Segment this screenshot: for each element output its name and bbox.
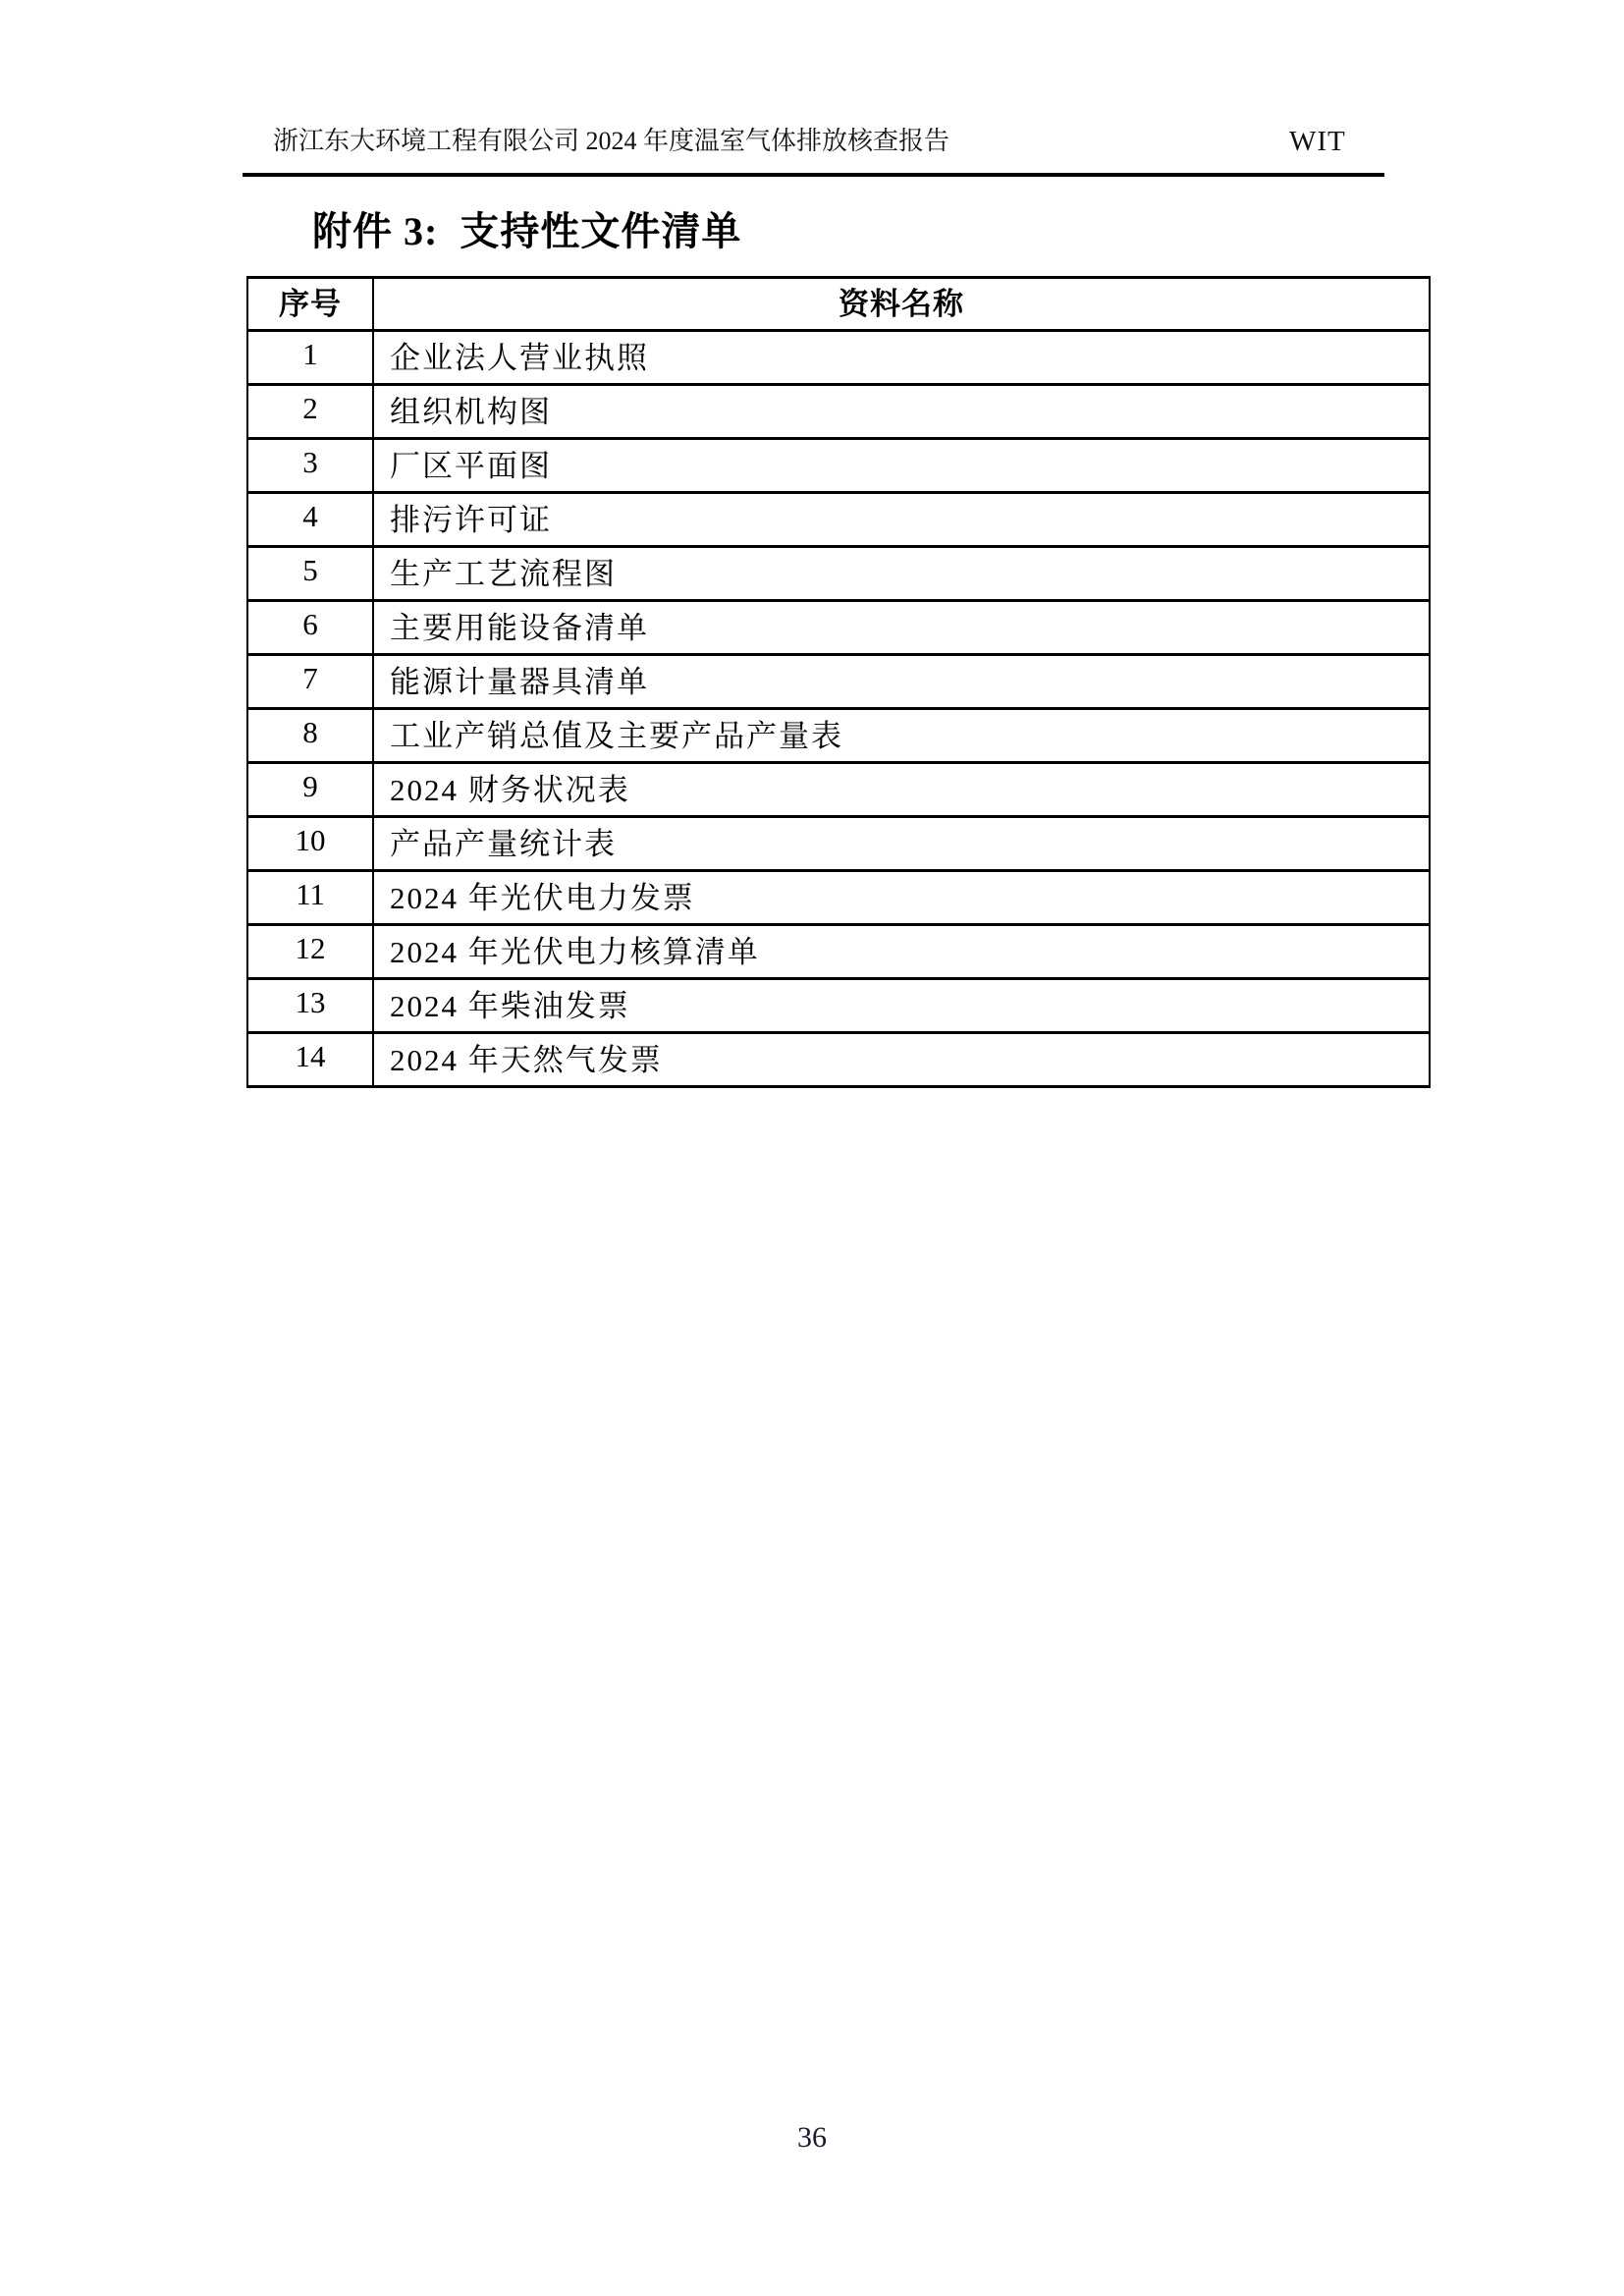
attachment-title: 附件 3: 支持性文件清单 xyxy=(312,209,742,253)
table-row xyxy=(247,439,1430,493)
table-row xyxy=(247,925,1430,979)
row-document-name-cell: 企业法人营业执照 xyxy=(373,331,1430,385)
row-number-cell: 2 xyxy=(247,385,373,439)
table-body xyxy=(247,331,1430,1087)
column-header-number: 序号 xyxy=(247,278,373,331)
table-header xyxy=(247,278,1430,331)
row-number-cell: 1 xyxy=(247,331,373,385)
running-header-title: 浙江东大环境工程有限公司 2024 年度温室气体排放核查报告 xyxy=(273,127,950,155)
row-document-name-cell: 组织机构图 xyxy=(373,385,1430,439)
column-header-name: 资料名称 xyxy=(373,278,1430,331)
table-row xyxy=(247,385,1430,439)
table-row xyxy=(247,601,1430,655)
row-number-cell: 6 xyxy=(247,601,373,655)
row-number-cell: 10 xyxy=(247,817,373,871)
row-document-name-cell: 2024 年柴油发票 xyxy=(373,979,1430,1033)
header-divider-rule xyxy=(243,173,1384,177)
row-number-cell: 7 xyxy=(247,655,373,709)
row-document-name-cell: 2024 年天然气发票 xyxy=(373,1033,1430,1087)
row-number-cell: 14 xyxy=(247,1033,373,1087)
table-row xyxy=(247,763,1430,817)
row-document-name-cell: 主要用能设备清单 xyxy=(373,601,1430,655)
row-number-cell: 4 xyxy=(247,493,373,547)
row-document-name-cell: 产品产量统计表 xyxy=(373,817,1430,871)
page-number: 36 xyxy=(797,2121,827,2154)
running-header-logo-text: WIT xyxy=(1289,126,1346,157)
row-number-cell: 12 xyxy=(247,925,373,979)
row-number-cell: 9 xyxy=(247,763,373,817)
row-number-cell: 3 xyxy=(247,439,373,493)
table-row xyxy=(247,655,1430,709)
table-row xyxy=(247,1033,1430,1087)
row-document-name-cell: 2024 财务状况表 xyxy=(373,763,1430,817)
row-document-name-cell: 排污许可证 xyxy=(373,493,1430,547)
row-number-cell: 5 xyxy=(247,547,373,601)
table-header-row xyxy=(247,278,1430,331)
supporting-documents-table xyxy=(246,276,1431,1088)
table-row xyxy=(247,817,1430,871)
table-row xyxy=(247,331,1430,385)
row-document-name-cell: 工业产销总值及主要产品产量表 xyxy=(373,709,1430,763)
row-document-name-cell: 厂区平面图 xyxy=(373,439,1430,493)
row-number-cell: 13 xyxy=(247,979,373,1033)
row-document-name-cell: 2024 年光伏电力核算清单 xyxy=(373,925,1430,979)
table-row xyxy=(247,979,1430,1033)
row-document-name-cell: 2024 年光伏电力发票 xyxy=(373,871,1430,925)
table-row xyxy=(247,709,1430,763)
table-row xyxy=(247,871,1430,925)
row-number-cell: 8 xyxy=(247,709,373,763)
table-row xyxy=(247,493,1430,547)
table-row xyxy=(247,547,1430,601)
row-document-name-cell: 能源计量器具清单 xyxy=(373,655,1430,709)
row-document-name-cell: 生产工艺流程图 xyxy=(373,547,1430,601)
row-number-cell: 11 xyxy=(247,871,373,925)
